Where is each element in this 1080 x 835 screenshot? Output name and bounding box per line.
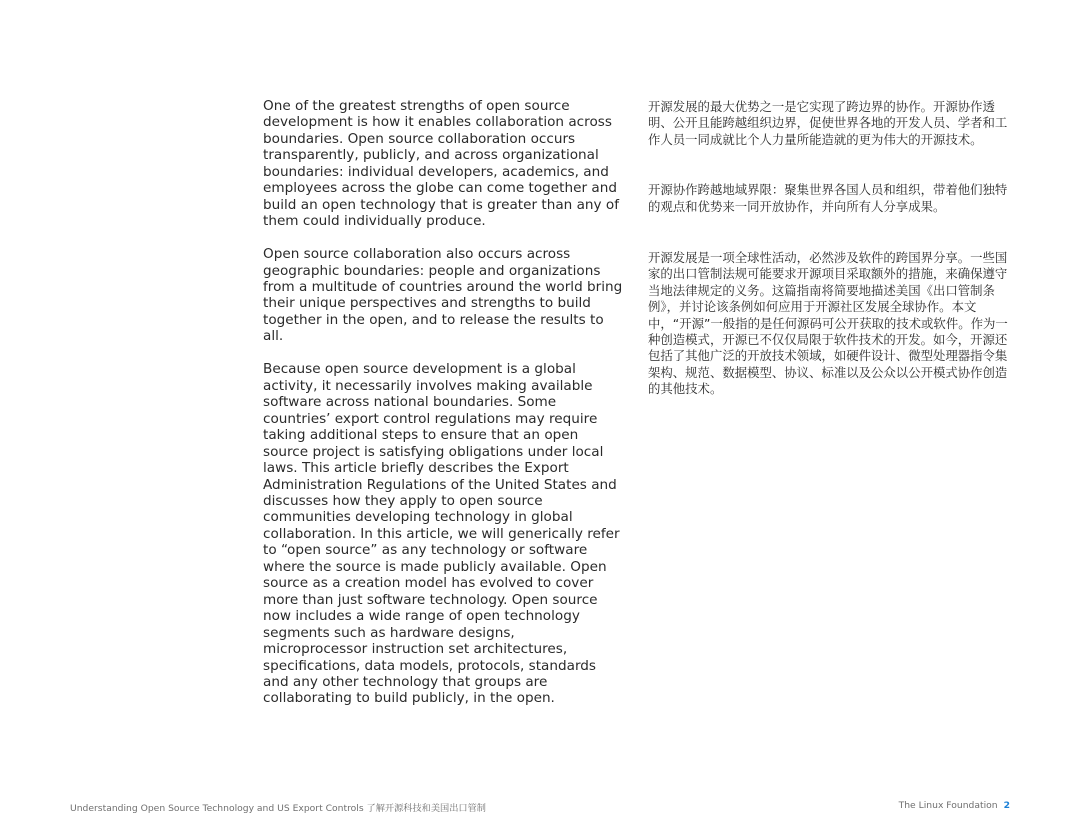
- chinese-paragraph-1: 开源发展的最大优势之一是它实现了跨边界的协作。开源协作透明、公开且能跨越组织边界，促使世界各地的开发人员、学者和工作人员一同成就比个人力量所能造就的更为伟大的开源技术。: [648, 99, 1008, 147]
- page-footer: [70, 800, 1010, 814]
- chinese-column: [648, 98, 1010, 398]
- footer-document-title: Understanding Open Source Technology and US Export Controls 了解开源科技和美国出口管制: [70, 803, 486, 814]
- chinese-paragraph-3: 开源发展是一项全球性活动，必然涉及软件的跨国界分享。一些国家的出口管制法规可能要求开源项目采取额外的措施，来确保遵守当地法律规定的义务。这篇指南将简要地描述美国《出口管制条例》，并讨论该条例如何应用于开源社区发展全球协作。本文中，“开源”一般指的是任何源码可公开获取的技术或软件。作为一种创造模式，开源已不仅仅局限于软件技术的开发。如今，开源还包括了其他广泛的开放技术领域，如硬件设计、微型处理器指令集架构、规范、数据模型、协议、标准以及公众以公开模式协作创造的其他技术。: [648, 250, 1008, 397]
- english-paragraph-1: One of the greatest strengths of open source development is how it enables collaboration across boundaries. Open source collaboration occurs transparently, publicly, and across organizational boundaries: individual developers, academics, and employees across the globe can come together and build an open technology that is greater than any of them could individually produce.: [263, 98, 620, 230]
- page-number: 2: [1003, 800, 1010, 811]
- footer-publisher: The Linux Foundation: [898, 800, 998, 811]
- english-paragraph-2: Open source collaboration also occurs across geographic boundaries: people and organizations from a multitude of countries around the world bring their unique perspectives and strengths to build together in the open, and to release the results to all.: [263, 246, 623, 345]
- english-paragraph-3: Because open source development is a global activity, it necessarily involves making available software across national boundaries. Some countries’ export control regulations may require taking additional steps to ensure that an open source project is satisfying obligations under local laws. This article briefly describes the Export Administration Regulations of the United States and discusses how they apply to open source communities developing technology in global collaboration. In this article, we will generically refer to “open source” as any technology or software where the source is made publicly available. Open source as a creation model has evolved to cover more than just software technology. Open source now includes a wide range of open technology segments such as hardware designs, microprocessor instruction set architectures, specifications, data models, protocols, standards and any other technology that groups are collaborating to build publicly, in the open.: [263, 361, 620, 707]
- footer-publisher-block: [899, 800, 1010, 811]
- chinese-paragraph-2: 开源协作跨越地域界限：聚集世界各国人员和组织，带着他们独特的观点和优势来一同开放协作，并向所有人分享成果。: [648, 182, 1008, 214]
- english-column: [263, 98, 623, 707]
